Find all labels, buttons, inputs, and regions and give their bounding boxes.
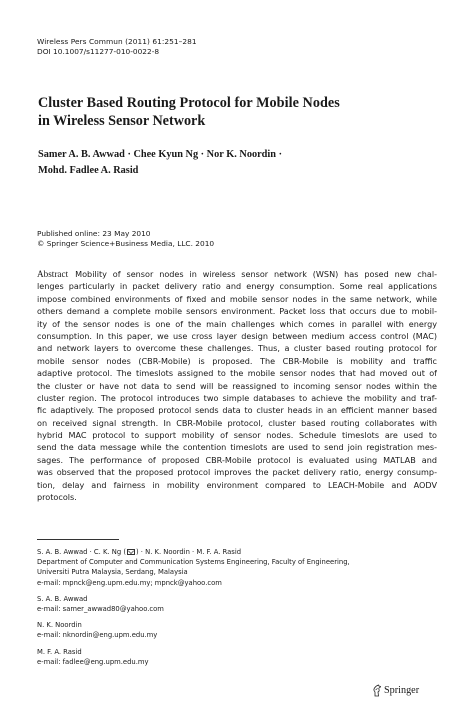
footnote-email: e-mail: nknordin@eng.upm.edu.my	[37, 631, 158, 640]
abstract-line: sages. The performance of proposed CBR-Mobile protocol is evaluated using MATLAB and	[37, 454, 437, 465]
springer-logo	[372, 683, 419, 697]
footnote-university: Universiti Putra Malaysia, Serdang, Malaysia	[37, 568, 188, 577]
abstract-line: cluster region. The protocol introduces two simple databases to achieve the mobility and traf-	[37, 392, 437, 403]
copyright-notice: © Springer Science+Business Media, LLC. 2010	[37, 239, 215, 248]
abstract-line: adaptive protocol. The timeslots assigned to the mobile sensor nodes that had moved out of	[37, 368, 437, 379]
footnote-email: e-mail: samer_awwad80@yahoo.com	[37, 604, 164, 613]
authors-line-1: Samer A. B. Awwad · Chee Kyun Ng · Nor K. Noordin ·	[38, 149, 283, 160]
envelope-icon	[127, 549, 135, 555]
footnote-name: S. A. B. Awwad	[37, 594, 88, 603]
abstract-line: the cluster or have not data to send will be reassigned to incoming sensor nodes within the	[37, 380, 437, 391]
paper-title-line-1: Cluster Based Routing Protocol for Mobile Nodes	[38, 95, 340, 111]
published-date: Published online: 23 May 2010	[37, 229, 151, 238]
footnote-department: Department of Computer and Communication Systems Engineering, Faculty of Engineering,	[37, 558, 350, 567]
springer-wordmark: Springer	[384, 684, 420, 696]
abstract-line: lenges particularly in packet delivery ratio and energy consumption. Some real applications	[37, 281, 437, 292]
abstract-line	[37, 268, 437, 280]
authors-line-2: Mohd. Fadlee A. Rasid	[38, 165, 139, 176]
footnote-name: M. F. A. Rasid	[37, 647, 82, 656]
abstract-label: Abstract	[37, 269, 69, 279]
abstract-line: send the data message while the contention timeslots are used to send join registration mes-	[37, 442, 437, 453]
footnote-email: e-mail: fadlee@eng.upm.edu.my	[37, 657, 149, 666]
abstract-line: protocols.	[37, 492, 77, 503]
journal-citation: Wireless Pers Commun (2011) 61:251–281	[37, 37, 197, 46]
abstract-line: impose combined environments of fixed and mobile sensor nodes in the same network, while	[37, 293, 437, 304]
abstract-line: tion, delay and fairness in mobility environment compared to LEACH-Mobile and AODV	[37, 479, 437, 490]
footnote-authors: S. A. B. Awwad · C. K. Ng ( ) · N. K. Noordin · M. F. A. Rasid	[37, 548, 242, 556]
abstract-line: consumption. In this paper, we use cross layer design between medium access control (MAC)	[37, 330, 437, 341]
abstract-line: hybrid MAC protocol to support mobility of sensor nodes. Schedule timeslots are used to	[37, 430, 437, 441]
abstract-line: fic adaptively. The proposed protocol sends data to cluster heads in an efficient manner based	[37, 405, 437, 416]
springer-horse-icon	[372, 684, 382, 697]
abstract-line: was observed that the proposed protocol improves the packet delivery ratio, energy consump-	[37, 467, 437, 478]
abstract-line: and network layers to overcome these challenges. Thus, a cluster based routing protocol for	[37, 343, 437, 354]
abstract-line: on received signal strength. In CBR-Mobile protocol, cluster based routing collaborates with	[37, 417, 437, 428]
doi-line: DOI 10.1007/s11277-010-0022-8	[37, 47, 160, 56]
abstract-line: others demand a complete mobile sensors environment. Packet loss that occurs due to mobil-	[37, 306, 437, 317]
abstract-line: ity of the sensor nodes is one of the main challenges which comes in parallel with energy	[37, 318, 437, 329]
abstract	[37, 268, 437, 503]
footnote-email: e-mail: mpnck@eng.upm.edu.my; mpnck@yahoo.com	[37, 578, 222, 587]
abstract-line: mobile sensor nodes (CBR-Mobile) is proposed. The CBR-Mobile is mobility and traffic	[37, 355, 437, 366]
author-footnotes	[37, 547, 350, 667]
footnote-name: N. K. Noordin	[37, 621, 82, 630]
paper-title-line-2: in Wireless Sensor Network	[38, 113, 206, 129]
abstract-text: Mobility of sensor nodes in wireless sensor network (WSN) has posed new chal-	[75, 269, 437, 279]
footnote-divider	[37, 539, 119, 540]
